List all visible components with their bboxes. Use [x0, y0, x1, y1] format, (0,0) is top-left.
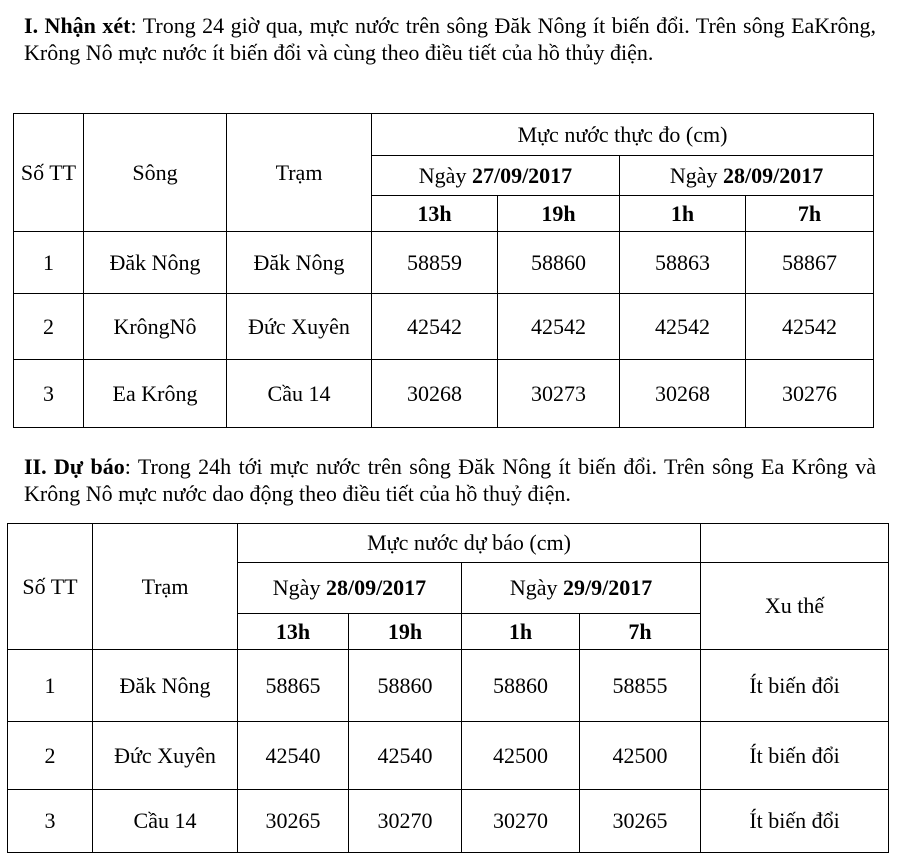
header-day-2	[462, 563, 701, 614]
header-hour: 7h	[746, 196, 874, 232]
day-prefix: Ngày	[418, 162, 467, 188]
cell-value: 30270	[462, 790, 580, 853]
header-day-1	[372, 156, 620, 196]
cell-value: 30268	[620, 360, 746, 428]
cell-trend: Ít biến đổi	[701, 650, 889, 722]
cell-tram: Đăk Nông	[93, 650, 238, 722]
header-stt: Số TT	[14, 114, 84, 232]
header-tram: Trạm	[93, 524, 238, 650]
header-trend: Xu thế	[701, 563, 889, 650]
cell-value: 58860	[498, 232, 620, 294]
cell-value: 58867	[746, 232, 874, 294]
header-stt: Số TT	[8, 524, 93, 650]
cell-value: 30273	[498, 360, 620, 428]
header-group-title: Mực nước thực đo (cm)	[372, 114, 874, 156]
cell-value: 58863	[620, 232, 746, 294]
day-date: 28/09/2017	[325, 575, 427, 600]
cell-value: 42542	[498, 294, 620, 360]
cell-value: 30268	[372, 360, 498, 428]
cell-stt: 2	[14, 294, 84, 360]
header-hour: 19h	[349, 614, 462, 650]
cell-value: 30270	[349, 790, 462, 853]
header-hour: 19h	[498, 196, 620, 232]
section2-heading: II. Dự báo	[24, 454, 125, 479]
section1-text: : Trong 24 giờ qua, mực nước trên sông Đăk Nông ít biến đổi. Trên sông EaKrông, Krông Nô mực nước ít biến đổi và cùng theo điều tiết của hồ thủy điện.	[24, 13, 877, 65]
cell-value: 58855	[580, 650, 701, 722]
cell-stt: 1	[14, 232, 84, 294]
table-row	[14, 294, 874, 360]
cell-tram: Cầu 14	[227, 360, 372, 428]
cell-value: 58860	[462, 650, 580, 722]
cell-value: 42542	[746, 294, 874, 360]
cell-stt: 2	[8, 722, 93, 790]
header-hour: 7h	[580, 614, 701, 650]
cell-song: Đăk Nông	[84, 232, 227, 294]
section1-paragraph	[24, 12, 876, 66]
cell-trend: Ít biến đổi	[701, 722, 889, 790]
section1-heading: . Nhận xét	[32, 13, 131, 38]
cell-value: 42542	[620, 294, 746, 360]
header-group-title: Mực nước dự báo (cm)	[238, 524, 701, 563]
header-hour: 1h	[620, 196, 746, 232]
cell-value: 58865	[238, 650, 349, 722]
day-date: 27/09/2017	[471, 162, 573, 188]
table-row	[8, 790, 889, 853]
cell-stt: 3	[14, 360, 84, 428]
header-hour: 13h	[238, 614, 349, 650]
cell-stt: 1	[8, 650, 93, 722]
header-tram: Trạm	[227, 114, 372, 232]
day-prefix: Ngày	[509, 575, 558, 600]
table-row	[14, 360, 874, 428]
header-day-2	[620, 156, 874, 196]
cell-value: 42540	[238, 722, 349, 790]
day-date: 29/9/2017	[562, 575, 653, 600]
table-row	[14, 232, 874, 294]
header-song: Sông	[84, 114, 227, 232]
cell-value: 30265	[238, 790, 349, 853]
cell-value: 42500	[462, 722, 580, 790]
cell-tram: Đức Xuyên	[227, 294, 372, 360]
section2-text: : Trong 24h tới mực nước trên sông Đăk Nông ít biến đổi. Trên sông Ea Krông và Krông Nô mực nước dao động theo điều tiết của hồ thuỷ điện.	[24, 454, 876, 506]
header-blank	[701, 524, 889, 563]
cell-song: Ea Krông	[84, 360, 227, 428]
cell-value: 42542	[372, 294, 498, 360]
cell-song: KrôngNô	[84, 294, 227, 360]
cell-tram: Đức Xuyên	[93, 722, 238, 790]
observed-water-level-table	[13, 113, 874, 428]
cell-trend: Ít biến đổi	[701, 790, 889, 853]
forecast-water-level-table	[7, 523, 889, 853]
cell-value: 42540	[349, 722, 462, 790]
header-hour: 13h	[372, 196, 498, 232]
cell-value: 58859	[372, 232, 498, 294]
section1-heading-number: I	[24, 13, 33, 38]
header-day-1	[238, 563, 462, 614]
header-hour: 1h	[462, 614, 580, 650]
cell-stt: 3	[8, 790, 93, 853]
cell-tram: Đăk Nông	[227, 232, 372, 294]
cell-value: 30265	[580, 790, 701, 853]
section2-paragraph	[24, 453, 876, 507]
table-row	[8, 650, 889, 722]
table-row	[8, 722, 889, 790]
day-date: 28/09/2017	[722, 162, 824, 188]
cell-value: 42500	[580, 722, 701, 790]
day-prefix: Ngày	[272, 575, 321, 600]
cell-value: 58860	[349, 650, 462, 722]
cell-tram: Cầu 14	[93, 790, 238, 853]
cell-value: 30276	[746, 360, 874, 428]
day-prefix: Ngày	[669, 162, 718, 188]
